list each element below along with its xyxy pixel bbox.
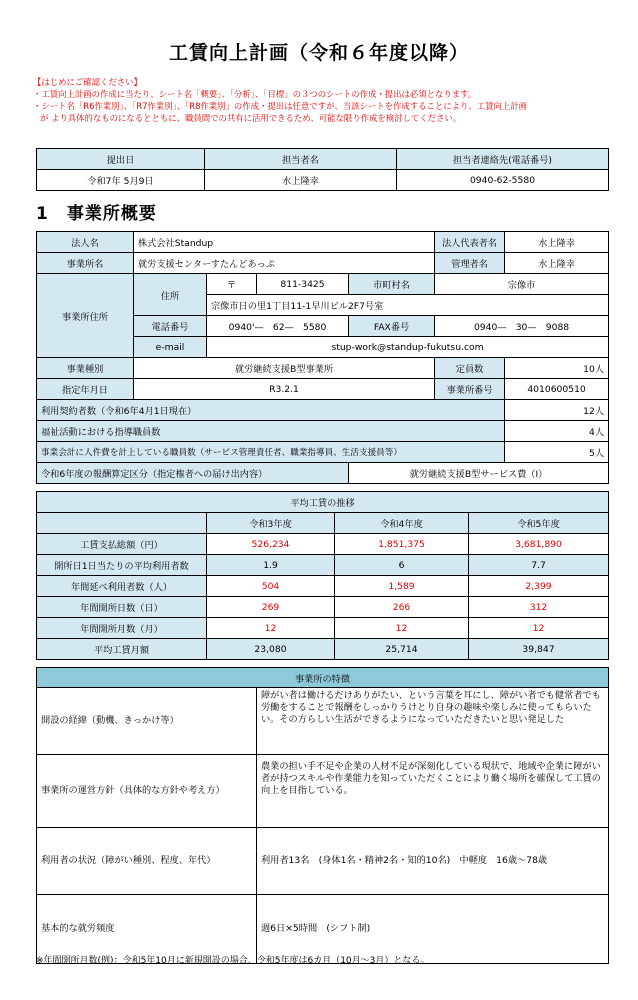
type-label: 事業種別 xyxy=(37,358,134,379)
staff-count-label: 事業会計に人件費を計上している職員数（サービス管理責任者、職業指導員、生活支援員等） xyxy=(37,442,505,463)
office-number-value: 4010600510 xyxy=(505,379,609,400)
submission-date: 令和7年 5月9日 xyxy=(37,170,205,191)
section-title: 1 事業所概要 xyxy=(36,204,157,224)
city-label: 市町村名 xyxy=(349,274,435,295)
wage-row-label: 平均工賃月額 xyxy=(37,639,207,660)
designation-value: R3.2.1 xyxy=(134,379,435,400)
address-value: 宗像市日の里1丁目11-1早川ビル2F7号室 xyxy=(207,295,609,316)
welfare-staff-label: 福祉活動における指導職員数 xyxy=(37,421,505,442)
notice-line: ・工賃向上計画の作成に当たり、シート名「概要」、「分析」、「目標」の３つのシートの作成・提出は必須となります。 xyxy=(33,89,477,99)
office-value: 就労支援センターすたんどあっぷ xyxy=(134,253,435,274)
corp-label: 法人名 xyxy=(37,232,134,253)
wage-value: 7.7 xyxy=(469,555,609,576)
year-header: 令和5年度 xyxy=(469,513,609,534)
page-title: 工賃向上計画（令和６年度以降） xyxy=(168,42,469,64)
notice-heading: 【はじめにご確認ください】 xyxy=(33,77,142,87)
type-value: 就労継続支援B型事業所 xyxy=(134,358,435,379)
staff-count-value: 5人 xyxy=(505,442,609,463)
rep-label: 法人代表者名 xyxy=(435,232,505,253)
jusho-label: 住所 xyxy=(134,274,207,316)
submission-phone-header: 担当者連絡先(電話番号) xyxy=(397,149,609,170)
feature-label: 基本的な就労頻度 xyxy=(37,895,257,964)
designation-label: 指定年月日 xyxy=(37,379,134,400)
wage-row-label: 開所日1日当たりの平均利用者数 xyxy=(37,555,207,576)
feature-label: 開設の経緯（動機、きっかけ等） xyxy=(37,688,257,755)
rep-value: 水上隆幸 xyxy=(505,232,609,253)
wage-trend-corner xyxy=(37,513,207,534)
wage-row-label: 年間開所日数（日） xyxy=(37,597,207,618)
address-label: 事業所住所 xyxy=(37,274,134,358)
wage-trend-table xyxy=(36,491,609,660)
overview-table xyxy=(36,231,609,484)
office-label: 事業所名 xyxy=(37,253,134,274)
contract-label: 利用契約者数（令和6年4月1日現在） xyxy=(37,400,505,421)
wage-value: 3,681,890 xyxy=(469,534,609,555)
wage-value: 25,714 xyxy=(335,639,469,660)
postal-mark: 〒 xyxy=(207,274,257,295)
wage-value: 2,399 xyxy=(469,576,609,597)
manager-label: 管理者名 xyxy=(435,253,505,274)
wage-value: 1,851,375 xyxy=(335,534,469,555)
submission-person: 水上隆幸 xyxy=(205,170,397,191)
features-title: 事業所の特徴 xyxy=(37,668,609,688)
footer-note: ※年間開所月数(例)：令和5年10月に新規開設の場合、令和5年度は6カ月（10月～3月）となる。 xyxy=(36,956,430,966)
features-table xyxy=(36,667,609,964)
feature-text: 週6日×5時間 (シフト制) xyxy=(257,895,609,964)
feature-text: 障がい者は働けるだけありがたい、という言葉を耳にし、障がい者でも健常者でも労働をすることで報酬をしっかりうけとり自身の趣味や楽しみに使ってもらいたい。その方らしい生活ができるようになっていただきたいと思い発足した xyxy=(257,688,609,755)
feature-label: 利用者の状況（障がい種別、程度、年代） xyxy=(37,828,257,895)
wage-value: 12 xyxy=(207,618,335,639)
wage-row-label: 年間延べ利用者数（人） xyxy=(37,576,207,597)
phone-label: 電話番号 xyxy=(134,316,207,337)
office-number-label: 事業所番号 xyxy=(435,379,505,400)
feature-text: 農業の担い手不足や企業の人材不足が深刻化している現状で、地域や企業に障がい者が持つスキルや作業能力を知っていただくことにより働く場所を確保して工賃の向上を目指している。 xyxy=(257,755,609,828)
contract-value: 12人 xyxy=(505,400,609,421)
wage-value: 12 xyxy=(469,618,609,639)
fax-label: FAX番号 xyxy=(349,316,435,337)
wage-trend-title: 平均工賃の推移 xyxy=(37,492,609,513)
submission-phone: 0940-62-5580 xyxy=(397,170,609,191)
fee-category-label: 令和6年度の報酬算定区分（指定権者への届け出内容） xyxy=(37,463,349,484)
capacity-label: 定員数 xyxy=(435,358,505,379)
notice-block xyxy=(33,76,608,124)
postal-value: 811-3425 xyxy=(257,274,349,295)
year-header: 令和4年度 xyxy=(335,513,469,534)
wage-value: 39,847 xyxy=(469,639,609,660)
submission-date-header: 提出日 xyxy=(37,149,205,170)
phone-value: 0940'— 62— 5580 xyxy=(207,316,349,337)
fee-category-value: 就労継続支援B型サービス費（Ⅰ） xyxy=(349,463,609,484)
wage-value: 504 xyxy=(207,576,335,597)
submission-person-header: 担当者名 xyxy=(205,149,397,170)
wage-value: 1,589 xyxy=(335,576,469,597)
wage-row-label: 工賃支払総額（円） xyxy=(37,534,207,555)
wage-value: 269 xyxy=(207,597,335,618)
wage-value: 23,080 xyxy=(207,639,335,660)
wage-value: 526,234 xyxy=(207,534,335,555)
wage-value: 1.9 xyxy=(207,555,335,576)
feature-text: 利用者13名 (身体1名・精神2名・知的10名) 中軽度 16歳～78歳 xyxy=(257,828,609,895)
submission-table xyxy=(36,148,609,191)
email-label: e-mail xyxy=(134,337,207,358)
email-value: stup-work@standup-fukutsu.com xyxy=(207,337,609,358)
wage-value: 6 xyxy=(335,555,469,576)
wage-value: 312 xyxy=(469,597,609,618)
notice-line: が より具体的なものになるとともに、職員間での共有に活用できるため、可能な限り作成を検討してください。 xyxy=(40,113,462,123)
capacity-value: 10人 xyxy=(505,358,609,379)
corp-value: 株式会社Standup xyxy=(134,232,435,253)
welfare-staff-value: 4人 xyxy=(505,421,609,442)
wage-row-label: 年間開所月数（月） xyxy=(37,618,207,639)
manager-value: 水上隆幸 xyxy=(505,253,609,274)
notice-line: ・シート名「R6作業別」、「R7作業別」、「R8作業別」の作成・提出は任意ですが、当該シートを作成することにより、工賃向上計画 xyxy=(33,101,528,111)
wage-value: 266 xyxy=(335,597,469,618)
wage-value: 12 xyxy=(335,618,469,639)
feature-label: 事業所の運営方針（具体的な方針や考え方） xyxy=(37,755,257,828)
city-value: 宗像市 xyxy=(435,274,609,295)
fax-value: 0940— 30— 9088 xyxy=(435,316,609,337)
year-header: 令和3年度 xyxy=(207,513,335,534)
